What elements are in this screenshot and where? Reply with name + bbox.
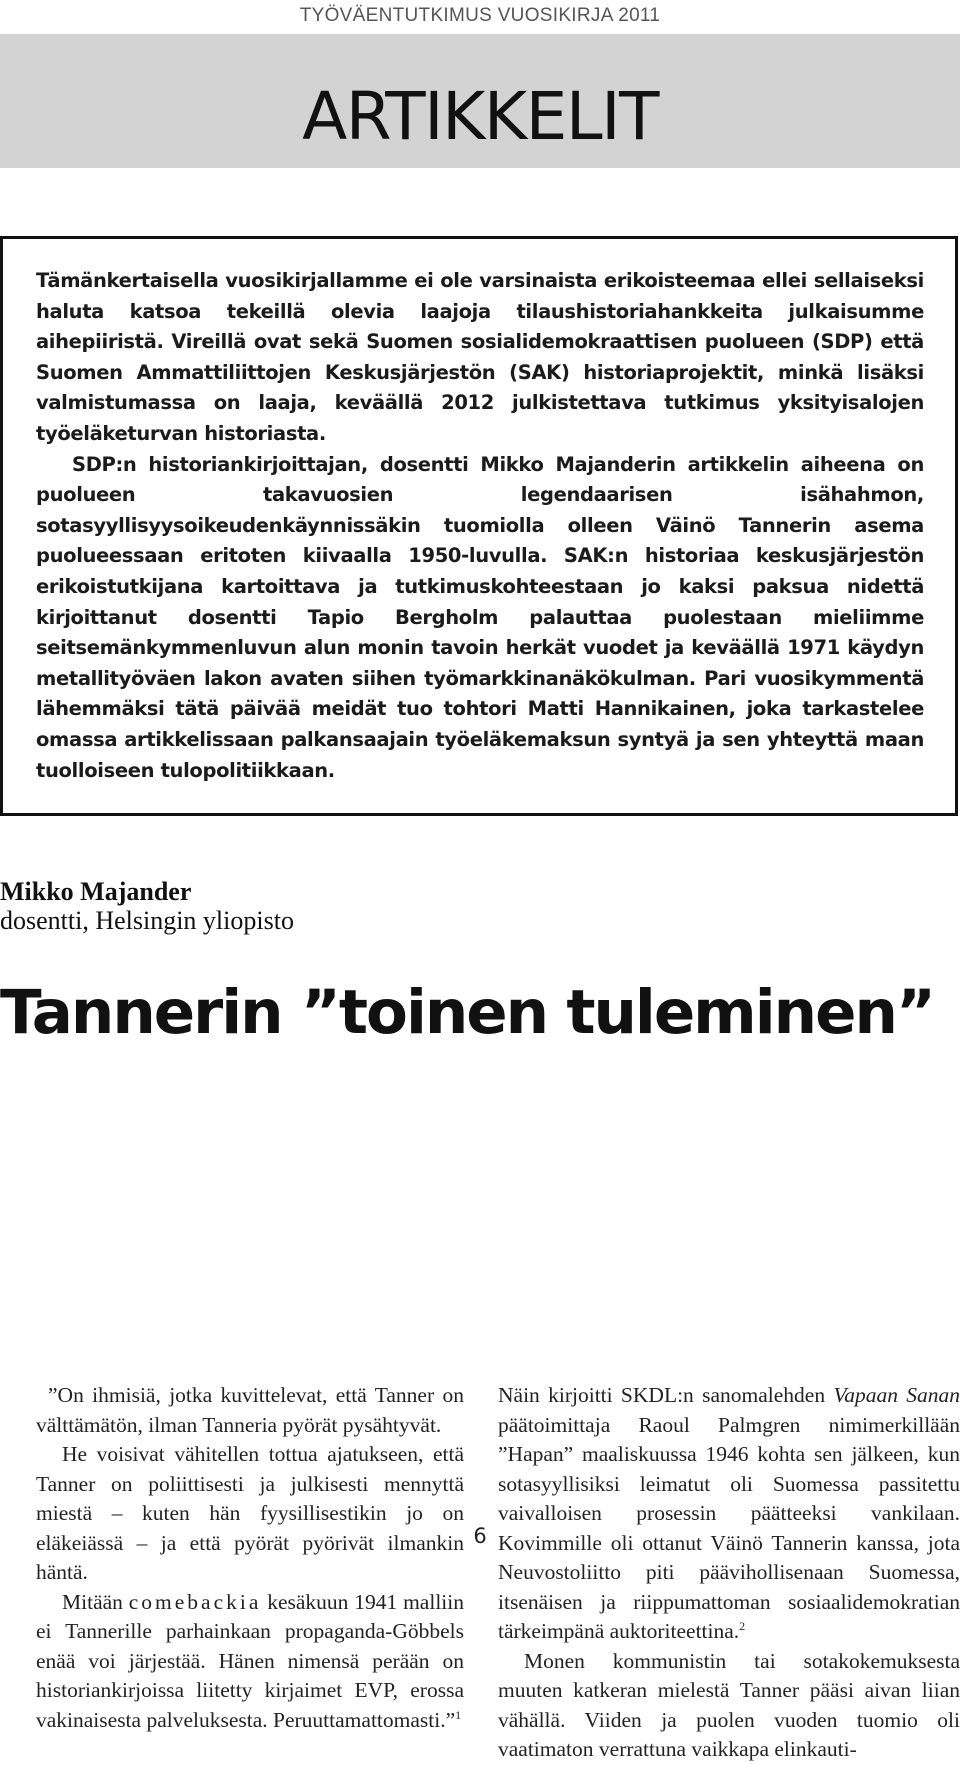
text-run: päätoimittaja Raoul Palmgren nimimerkillään ”Hapan” maaliskuussa 1946 kohta sen jälkeen, kun sotasyyllisiksi leimatut oli Suomessa passitettu vaivalloisen prosessin päätteeksi vankilaan. Kovimmille oli ottanut Väinö Tannerin kanssa, jota Neuvostoliitto piti päävihollisenaan Suomessa, itsenäisen ja riippumattoman sosiaalidemokratian tärkeimpänä auktoriteettina.: [498, 1412, 960, 1643]
right-column: [498, 1381, 960, 1765]
body-paragraph: Monen kommunistin tai sotakokemuksesta muuten katkeran mielestä Tanner pääsi aivan liian vähällä. Viiden ja puolen vuoden tuomio oli vaatimaton verrattuna vaikkapa elinkauti-: [498, 1648, 960, 1761]
newspaper-name: Vapaan Sanan: [833, 1383, 960, 1407]
section-title: ARTIKKELIT: [302, 78, 658, 155]
left-column: [36, 1381, 464, 1735]
emphasized-word: comebackia: [128, 1589, 262, 1614]
footnote-marker[interactable]: 2: [739, 1618, 746, 1633]
intro-paragraph: SDP:n historiankirjoittajan, dosentti Mikko Majanderin artikkelin aiheena on puolueen takavuosien legendaarisen isähahmon, sotasyyllisyysoikeudenkäynnissäkin tuomiolla olleen Väinö Tannerin asema puolueessaan eritoten kiivaalla 1950-luvulla. SAK:n historiaa keskusjärjestön erikoistutkijana kartoittava ja tutkimuskohteestaan jo kaksi paksua nidettä kirjoittanut dosentti Tapio Bergholm palauttaa puolestaan mieliimme seitsemänkymmenluvun alun monin tavoin herkät vuodet ja keväällä 1971 käydyn metallityöväen lakon avaten siihen työmarkkinanäkökulman. Pari vuosikymmentä lähemmäksi tätä päivää meidät tuo tohtori Matti Hannikainen, joka tarkastelee omassa artikkelissaan palkansaajain työeläkemaksun syntyä ja sen yhteyttä maan tuolloiseen tulopolitiikkaan.: [36, 452, 924, 782]
body-paragraph: He voisivat vähitellen tottua ajatukseen, että Tanner on poliittisesti ja julkisesti mennyttä miestä – kuten hän fyysillisestikin jo on eläkeiässä – ja että pyörät pyörivät ilmankin häntä.: [36, 1442, 464, 1584]
text-run: kesäkuun 1941 malliin ei Tannerille parhainkaan propaganda-Göbbels enää voi järjestää. Hänen nimensä perään on historiankirjoissa liitetty kirjaimet EVP, erossa vakinaisesta palveluksesta. Peruuttamattomasti.”: [36, 1589, 464, 1732]
text-run: Mitään: [62, 1589, 123, 1614]
page-number: 6: [473, 1524, 487, 1548]
intro-text: [36, 266, 924, 786]
text-run: Näin kirjoitti SKDL:n sanomalehden: [498, 1383, 826, 1407]
running-head: TYÖVÄENTUTKIMUS VUOSIKIRJA 2011: [299, 5, 661, 26]
author-name: Mikko Majander: [0, 877, 192, 906]
body-paragraph: [498, 1381, 960, 1647]
footnote-marker[interactable]: 1: [455, 1707, 462, 1722]
author-affiliation: dosentti, Helsingin yliopisto: [0, 906, 294, 935]
body-paragraph: ”On ihmisiä, jotka kuvittelevat, että Tanner on välttämätön, ilman Tanneria pyörät pysähtyvät.: [36, 1383, 464, 1437]
intro-paragraph: Tämänkertaisella vuosikirjallamme ei ole varsinaista erikoisteemaa ellei sellaiseksi haluta katsoa tekeillä olevia laajoja tilaushistoriahankkeita julkaisumme aihepiiristä. Vireillä ovat sekä Suomen sosialidemokraattisen puolueen (SDP) että Suomen Ammattiliittojen Keskusjärjestön (SAK) historiaprojektit, minkä lisäksi valmistumassa on laaja, keväällä 2012 julkistettava tutkimus yksityisalojen työeläketurvan historiasta.: [36, 269, 924, 445]
article-title: Tannerin ”toinen tuleminen”: [0, 977, 934, 1048]
body-paragraph: [36, 1588, 464, 1736]
